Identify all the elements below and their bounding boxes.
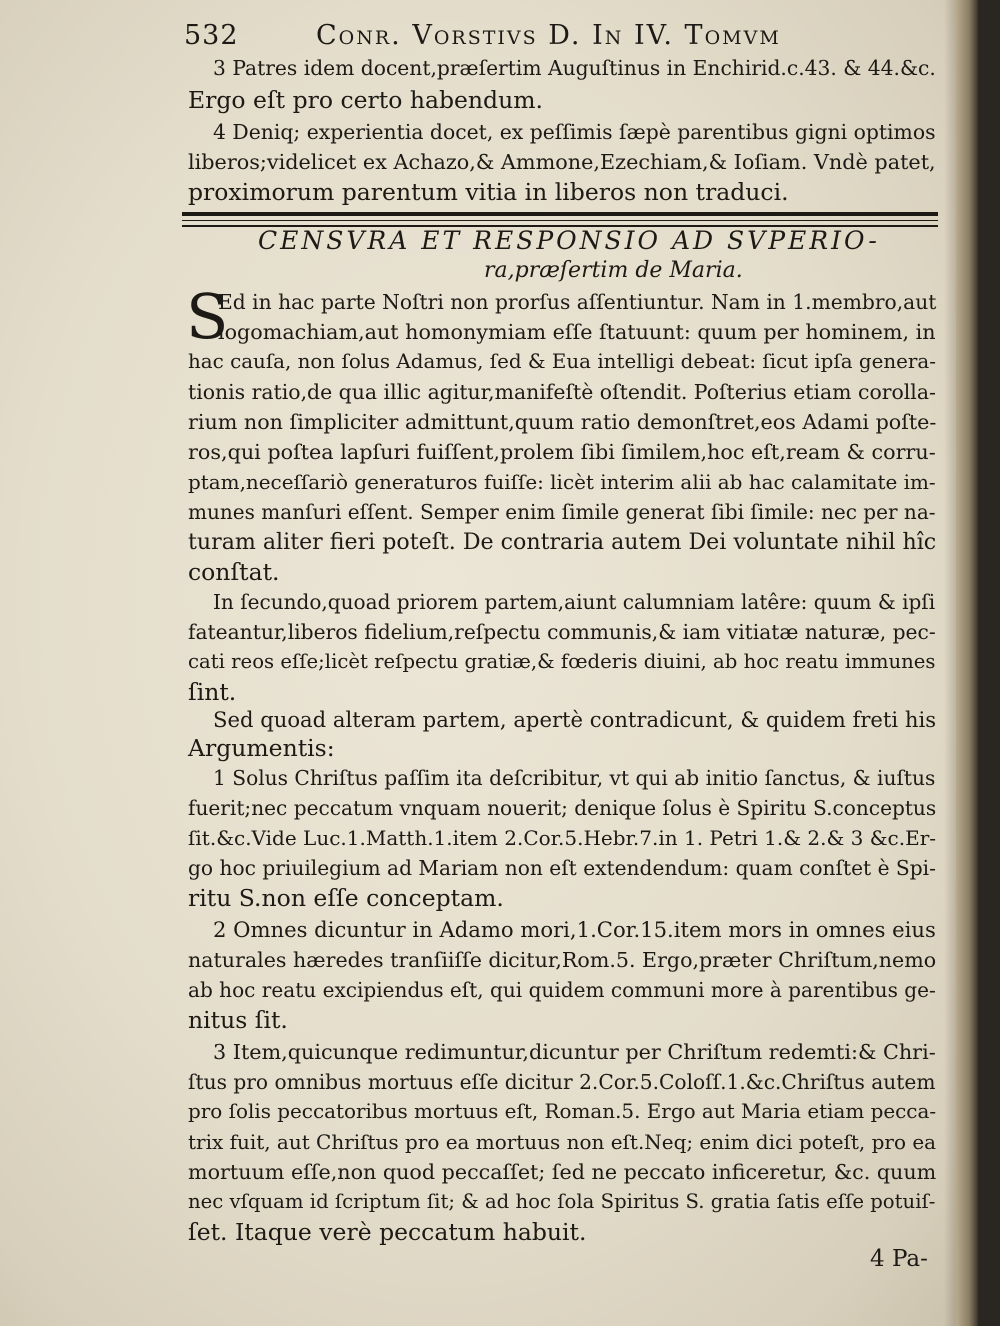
- text-line: ros,qui poſtea lapſuri fuiſſent,prolem ſibi ſimilem,hoc eſt,ream & corru-: [188, 440, 936, 464]
- text-line: 4 Deniq; experientia docet, ex peſſimis ſæpè parentibus gigni optimos: [213, 120, 936, 144]
- text-line: pro ſolis peccatoribus mortuus eſt, Roman.5. Ergo aut Maria etiam pecca-: [188, 1100, 937, 1123]
- section-title: CENSVRA ET RESPONSIO AD SVPERIO-: [258, 226, 880, 255]
- text-line: 3 Patres idem docent,præſertim Auguſtinus in Enchirid.c.43. & 44.&c.: [213, 56, 936, 80]
- section-subtitle: ra,præſertim de Maria.: [484, 258, 743, 283]
- page-edge: [956, 0, 978, 1326]
- running-title: Conr. Vorstivs D. In IV. Tomvm: [316, 20, 781, 51]
- text-line: Ergo eſt pro certo habendum.: [188, 86, 543, 114]
- text-line: cati reos eſſe;licèt reſpectu gratiæ,& fœderis diuini, ab hoc reatu immunes: [188, 650, 936, 673]
- text-line: rium non ſimpliciter admittunt,quum ratio demonſtret,eos Adami poſte-: [188, 410, 937, 434]
- text-line: hac cauſa, non ſolus Adamus, ſed & Eua intelligi debeat: ſicut ipſa genera-: [188, 350, 936, 373]
- text-line: go hoc priuilegium ad Mariam non eſt extendendum: quam conſtet è Spi-: [188, 856, 936, 880]
- text-line: 1 Solus Chriſtus paſſim ita deſcribitur, vt qui ab initio ſanctus, & iuſtus: [213, 766, 936, 790]
- text-line: ab hoc reatu excipiendus eſt, qui quidem communi more à parentibus ge-: [188, 978, 936, 1002]
- text-line: 3 Item,quicunque redimuntur,dicuntur per Chriſtum redemti:& Chri-: [213, 1040, 936, 1064]
- text-line: liberos;videlicet ex Achazo,& Ammone,Ezechiam,& Ioſiam. Vndè patet,: [188, 150, 936, 174]
- thin-rule: [182, 220, 938, 221]
- text-line: trix fuit, aut Chriſtus pro ea mortuus non eſt.Neq; enim dici poteſt, pro ea: [188, 1130, 937, 1154]
- text-line: fuerit;nec peccatum vnquam nouerit; denique ſolus è Spiritu S.conceptus: [188, 796, 937, 820]
- text-line: 2 Omnes dicuntur in Adamo mori,1.Cor.15.item mors in omnes eius: [213, 917, 936, 942]
- text-line: logomachiam,aut homonymiam eſſe ſtatuunt: quum per hominem, in: [218, 320, 936, 344]
- text-line: naturales hæredes tranſiiſſe dicitur,Rom.5. Ergo,præter Chriſtum,nemo: [188, 948, 937, 972]
- text-line: ritu S.non eſſe conceptam.: [188, 884, 504, 912]
- catchword: 4 Pa-: [870, 1246, 928, 1272]
- text-line: munes manſuri eſſent. Semper enim ſimile generat ſibi ſimile: nec per na-: [188, 500, 936, 524]
- text-line: tionis ratio,de qua illic agitur,manifeſtè oſtendit. Poſterius etiam corolla-: [188, 380, 936, 404]
- page-number: 532: [184, 20, 239, 51]
- text-line: conſtat.: [188, 558, 280, 586]
- text-line: ſet. Itaque verè peccatum habuit.: [188, 1218, 587, 1246]
- text-line: proximorum parentum vitia in liberos non traduci.: [188, 178, 789, 206]
- running-header: [184, 20, 824, 54]
- text-line: ſtus pro omnibus mortuus eſſe dicitur 2.Cor.5.Coloſſ.1.&c.Chriſtus autem: [188, 1070, 936, 1094]
- text-line: fateantur,liberos fidelium,reſpectu communis,& iam vitiatæ naturæ, pec-: [188, 620, 936, 644]
- text-line: In ſecundo,quoad priorem partem,aiunt calumniam latêre: quum & ipſi: [213, 590, 936, 614]
- drop-cap: S: [186, 280, 229, 353]
- text-line: ſint.: [188, 678, 237, 706]
- text-line: ptam,neceſſariò generaturos fuiſſe: licèt interim alii ab hac calamitate im-: [188, 470, 936, 494]
- text-line: nitus ſit.: [188, 1006, 288, 1034]
- text-line: ſit.&c.Vide Luc.1.Matth.1.item 2.Cor.5.Hebr.7.in 1. Petri 1.& 2.& 3 &c.Er-: [188, 826, 937, 850]
- text-line: nec vſquam id ſcriptum ſit; & ad hoc ſola Spiritus S. gratia ſatis eſſe potuiſ-: [188, 1190, 936, 1213]
- text-line: Sed quoad alteram partem, apertè contradicunt, & quidem freti his: [213, 707, 937, 732]
- text-line: turam aliter fieri poteſt. De contraria autem Dei voluntate nihil hîc: [188, 529, 937, 555]
- heavy-rule: [182, 212, 938, 216]
- text-line: Ed in hac parte Noſtri non prorſus aſſentiuntur. Nam in 1.membro,aut: [218, 290, 937, 314]
- text-line: Argumentis:: [188, 734, 335, 762]
- text-line: mortuum eſſe,non quod peccaſſet; ſed ne peccato inficeretur, &c. quum: [188, 1160, 937, 1184]
